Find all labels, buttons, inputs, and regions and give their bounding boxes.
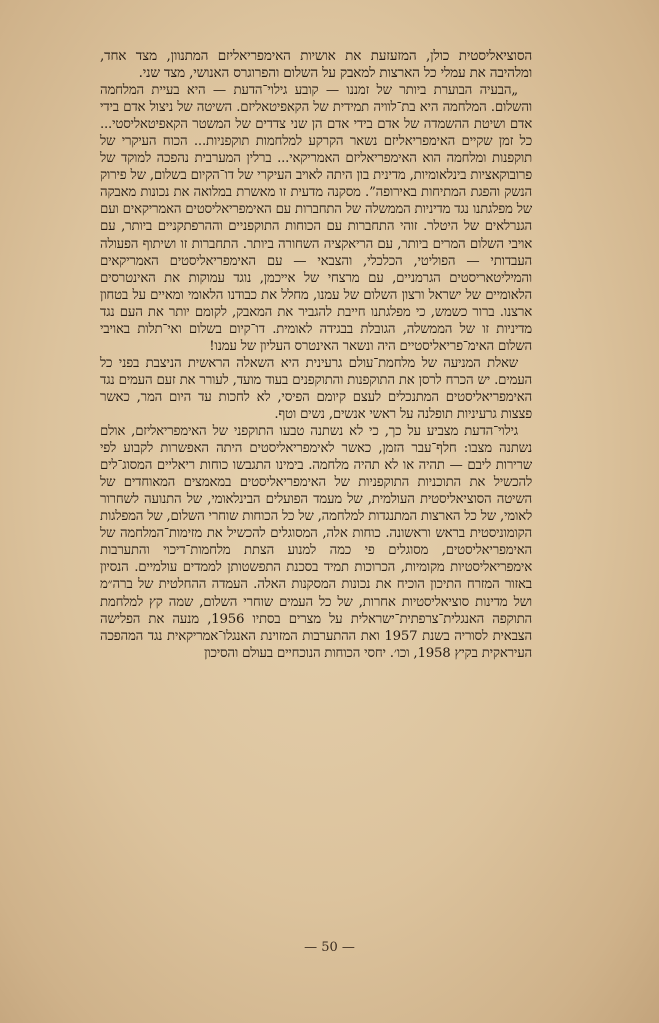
paragraph-3: שאלת המניעה של מלחמת־עולם גרעינית היא השאלה הראשית הניצבת בפני כל העמים. יש הכרח לרסן את התוקפנות והתוקפנים בעוד מועד, לעורר את זעם העמים נגד האימפריאליסטים המתנכלים לעצם קיומם הפיסי, לא לחכות עד היום המר, כאשר פצצות גרעיניות תופלנה על ראשי אנשים, נשים וטף. — [100, 355, 532, 422]
page-body-text — [100, 48, 532, 662]
page-number: — 50 — — [304, 940, 355, 955]
paragraph-4: גילוי־הדעת מצביע על כך, כי לא נשתנה טבעו התוקפני של האימפריאליזם, אולם נשתנה מצבו: חלף־עבר הזמן, כאשר לאימפריאליסטים היתה האפשרות לקבוע לפי שרירות ליבם — תהיה או לא תהיה מלחמה. בימינו התגבשו כוחות ריאליים המסוג־לים להכשיל את התוכניות התוקפניות של האימפריאליסטים במאמצים המאוחדים של השיטה הסוציאליסטית העולמית, של מעמד הפועלים הבינלאומי, של התנועה לשחרור לאומי, של כל הארצות המתנגדות למלחמה, של כל הכוחות שוחרי השלום, של המפלגות הקומוניסטית בראש וראשונה. כוחות אלה, המסוגלים להכשיל את מזימות־המלחמה של האימפריאליסטים, מסוגלים פי כמה למנוע הצתת מלחמות־דיכוי והתערבות אימפריאליסטיות מקומיות, הכרוכות תמיד בסכנת התפשטותן לממדים עולמיים. הנסיון באזור המזרח התיכון הוכיח את נכונות המסקנות האלה. העמדה ההחלטית של ברה״מ ושל מדינות סוציאליסטיות אחרות, של כל העמים שוחרי השלום, שמה קץ למלחמת התוקפה האנגלית־צרפתית־ישראלית על מצרים בסתיו 1956, מנעה את הפלישה הצבאית לסוריה בשנת 1957 ואת ההתערבות המזוינת האנגלו־אמריקאית נגד המהפכה העיראקית בקיץ 1958, וכו׳. יחסי הכוחות הנוכחיים בעולם והסיכון — [100, 424, 532, 661]
paragraph-2: „הבעיה הבוערת ביותר של זמננו — קובע גילוי־הדעת — היא בעיית המלחמה והשלום. המלחמה היא בת־לוויה תמידית של הקאפיטאליזם. השיטה של ניצול אדם בידי אדם ושיטת ההשמדה של אדם בידי אדם הן שני צדדים של המשטר הקאפיטאליסטי... כל זמן שקיים האימפריאליזם נשאר הקרקע למלחמות תוקפניות... הכוח העיקרי של תוקפנות ומלחמה הוא האימפריאליזם האמריקאי... ברלין המערבית נהפכה למוקד של פרובוקאציות בינלאומיות, מדינית בון היתה לאויב העיקרי של דו־הקיום בשלום, של פירוק הנשק והפגת המתיחות באירופה”. מסקנה מדעית זו מאשרת במלואה את נכונות מאבקה של מפלגתנו נגד מדיניות הממשלה של התחברות עם האימפריאליסטים האמריקאים ועם הגנרלאים של היטלר. זוהי התחברות עם הכוחות התוקפניים וההרפתקניים ביותר, עם אויבי השלום המרים ביותר, עם הריאקציה השחורה ביותר. התחברות זו ושיתוף הפעולה העבדותי — הפוליטי, הכלכלי, והצבאי — עם האימפריאליסטים האמריקאים והמיליטאריסטים הגרמניים, עם מרצחי של אייכמן, נוגד עמוקות את האינטרסים הלאומיים של ישראל ורצון השלום של עמנו, מחלל את כבודנו הלאומי ומאיים על בטחון ארצנו. ברור כשמש, כי מפלגתנו חייבת להגביר את המאבק, לקומם יותר את העם נגד מדיניות זו של הממשלה, הגובלת בבגידה לאומית. דו־קיום בשלום ואי־תלות באויבי השלום האימ־פריאליסטיים היה ונשאר האינטרס העליון של עמנו! — [100, 83, 532, 354]
paragraph-1: הסוציאליסטית כולן, המזעזעת את אושיות האימפריאליזם המתנוון, מצד אחד, ומלהיבה את עמלי כל הארצות למאבק על השלום והפרוגרס האנושי, מצד שני. — [100, 48, 532, 82]
